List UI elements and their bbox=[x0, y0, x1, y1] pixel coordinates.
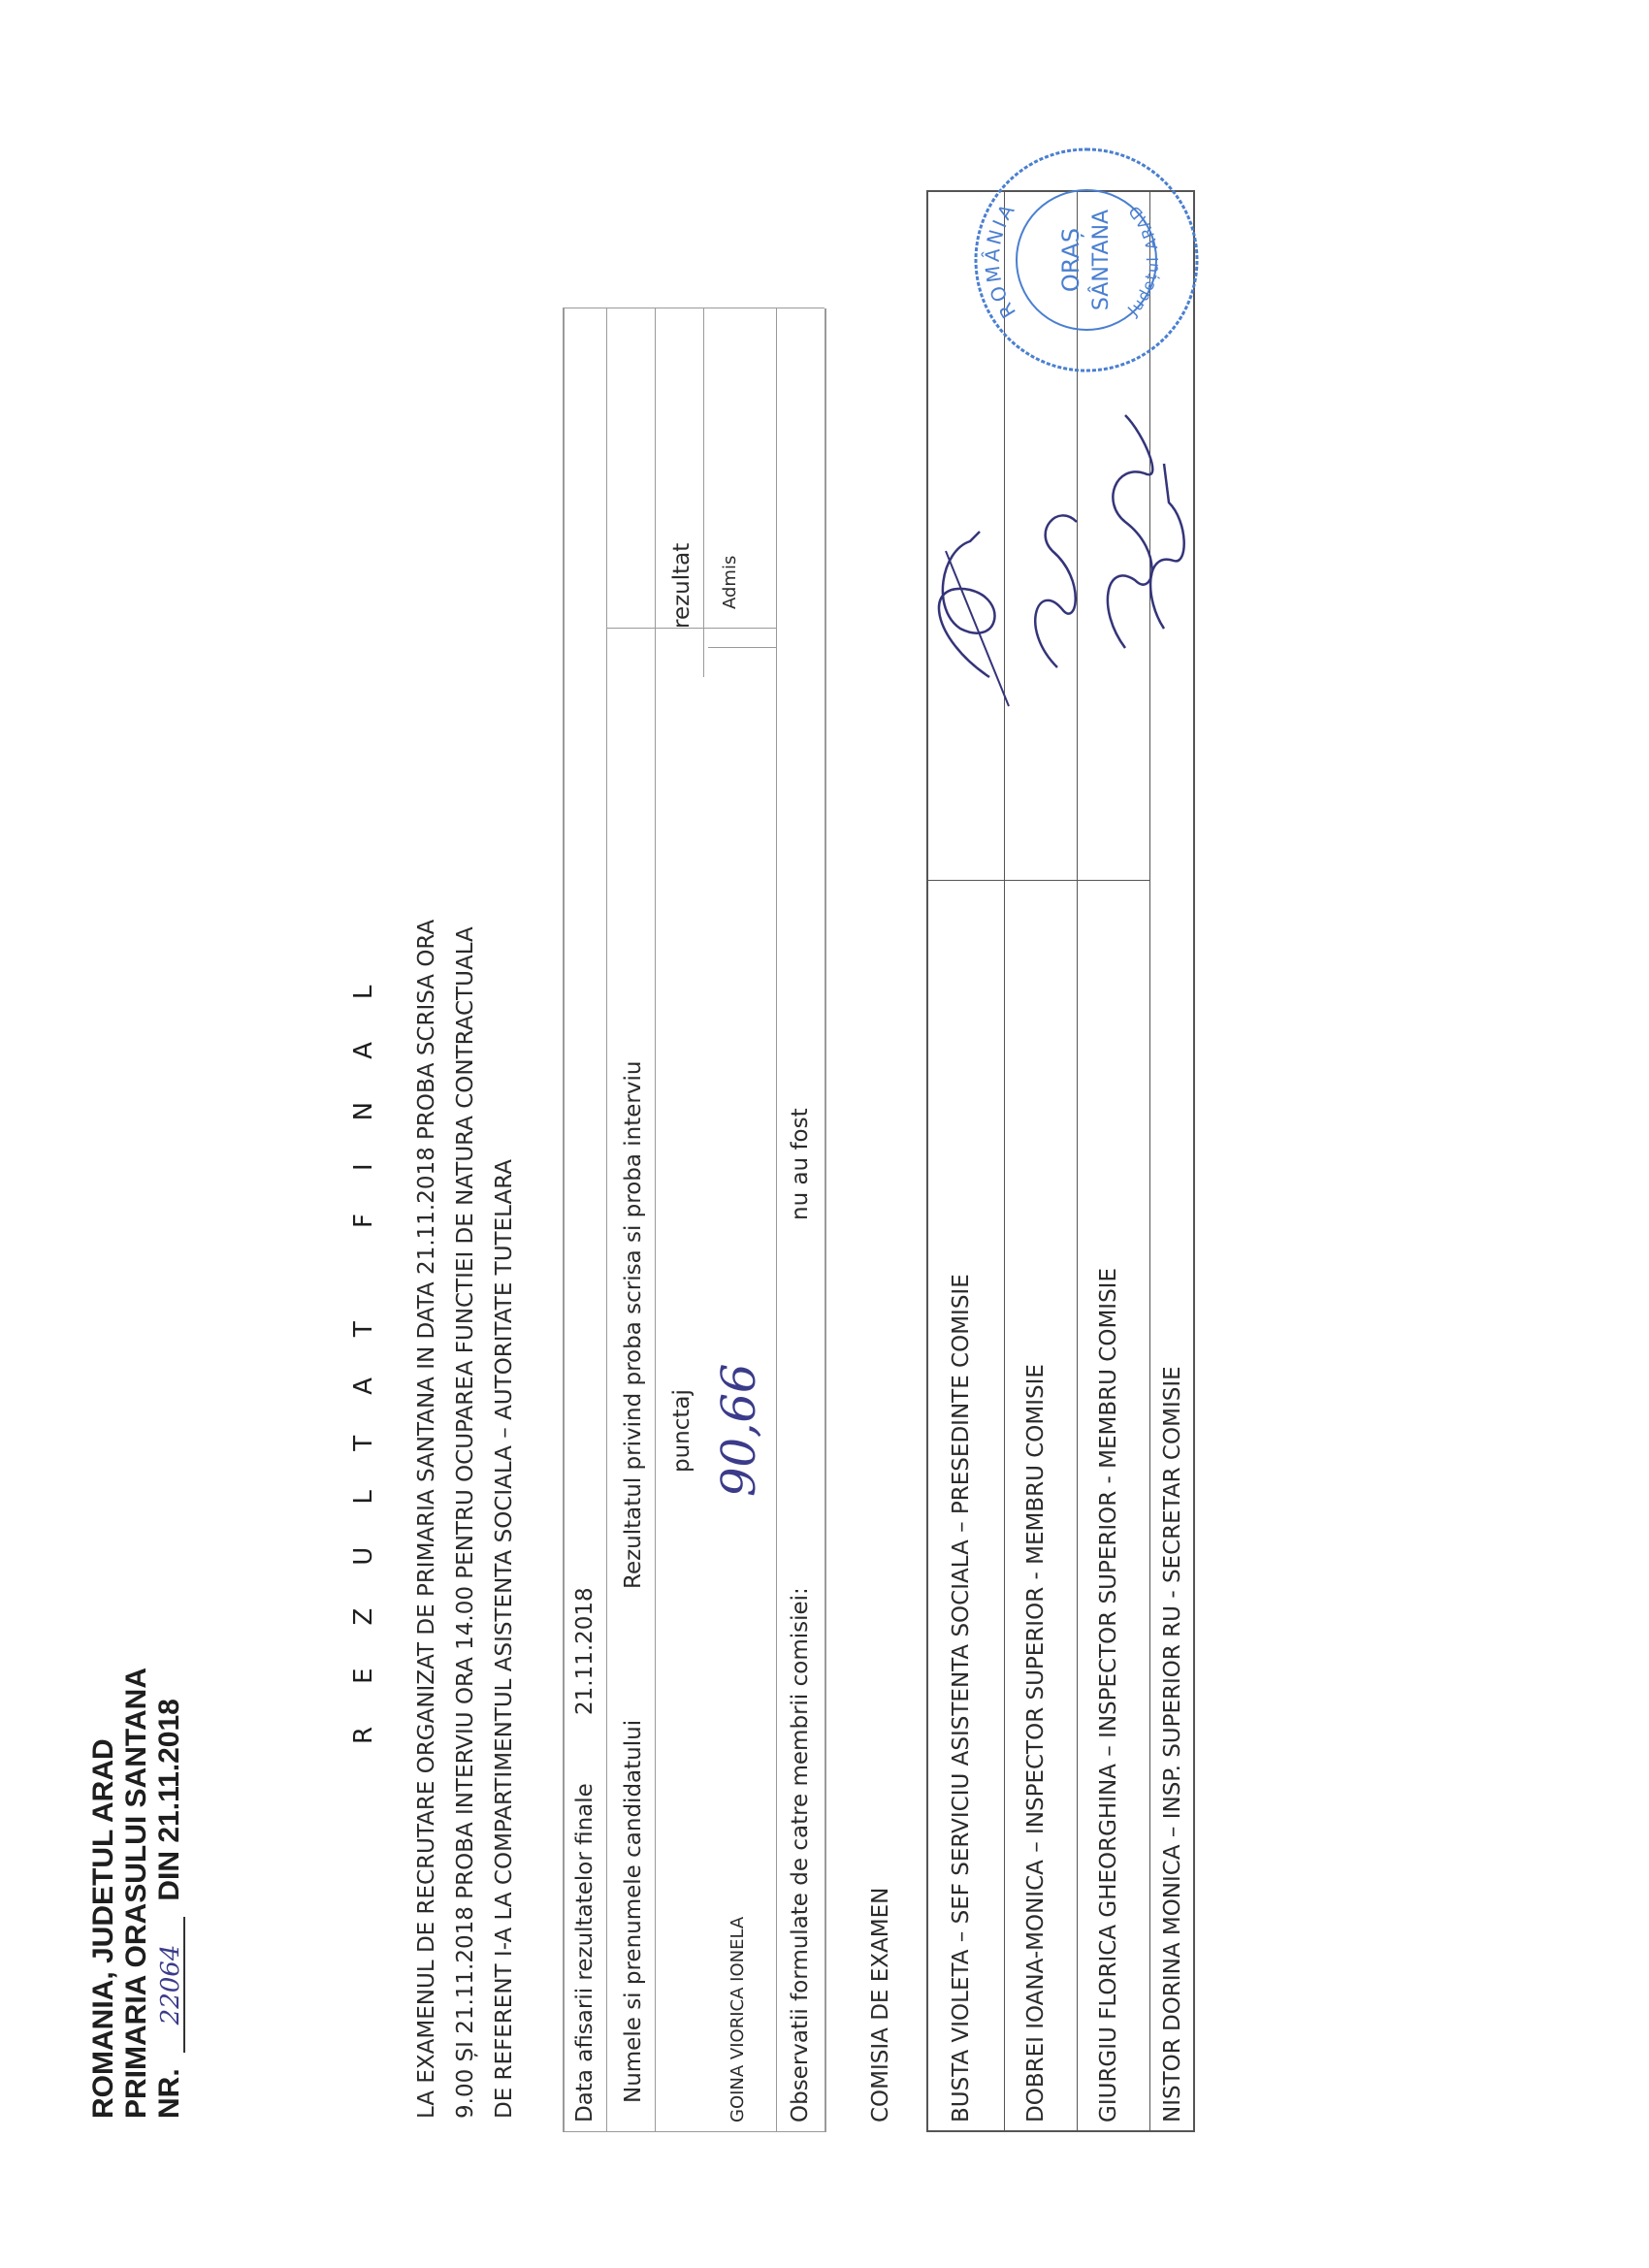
registration-date: DIN 21.11.2018 bbox=[153, 1699, 185, 1901]
svg-text:Județul ARAD bbox=[1123, 201, 1162, 320]
signature-2 bbox=[1035, 515, 1077, 667]
date-label: Data afisarii rezultatelor finale bbox=[572, 1783, 598, 2122]
candidate-score: 90,66 bbox=[712, 1363, 766, 1497]
registration-number: 22064 bbox=[158, 1917, 185, 2053]
stamp-center-line-2: SÂNTANA bbox=[1089, 209, 1114, 311]
page-title: REZULTAT FINAL bbox=[349, 942, 378, 1744]
candidate-name: GOINA VIORICA IONELA bbox=[728, 1916, 748, 2122]
subheader-result: rezultat bbox=[669, 542, 695, 629]
column-header-name: Numele si prenumele candidatului bbox=[621, 1719, 646, 2103]
commission-member-1: BUSTA VIOLETA – SEF SERVICIU ASISTENTA SOCIALA – PRESEDINTE COMISIE bbox=[949, 1274, 974, 2122]
signature-4 bbox=[1150, 464, 1184, 629]
intro-line-3: DE REFERENT I-A LA COMPARTIMENTUL ASISTENTA SOCIALA – AUTORITATE TUTELARA bbox=[492, 1159, 517, 2119]
commission-member-4: NISTOR DORINA MONICA – INSP. SUPERIOR RU - SECRETAR COMISIE bbox=[1160, 1366, 1185, 2122]
stamp-top-text: ROMÂNIA bbox=[980, 197, 1021, 323]
commission-member-2: DOBREI IOANA-MONICA – INSPECTOR SUPERIOR - MEMBRU COMISIE bbox=[1023, 1364, 1049, 2122]
official-stamp bbox=[970, 144, 1203, 376]
registration-number-label: NR. bbox=[153, 2068, 185, 2119]
candidate-result: Admis bbox=[720, 555, 740, 609]
subheader-score: punctaj bbox=[669, 1389, 695, 1473]
date-value: 21.11.2018 bbox=[572, 1587, 598, 1715]
intro-line-1: LA EXAMENUL DE RECRUTARE ORGANIZAT DE PRIMARIA SANTANA IN DATA 21.11.2018 PROBA SCRISA ORA bbox=[414, 919, 439, 2119]
intro-line-2: 9.00 ȘI 21.11.2018 PROBA INTERVIU ORA 14.00 PENTRU OCUPAREA FUNCTIEI DE NATURA CONTRACTUALA bbox=[453, 926, 478, 2119]
stamp-center-line-1: ORAȘ bbox=[1057, 227, 1084, 293]
header-country-county: ROMANIA, JUDETUL ARAD bbox=[87, 1738, 119, 2119]
commission-title: COMISIA DE EXAMEN bbox=[868, 1887, 893, 2122]
column-header-result: Rezultatul privind proba scrisa si proba interviu bbox=[621, 1060, 646, 1589]
commission-member-3: GIURGIU FLORICA GHEORGHINA – INSPECTOR SUPERIOR - MEMBRU COMISIE bbox=[1096, 1268, 1121, 2122]
signature-1-stroke bbox=[946, 551, 1009, 706]
header-registration bbox=[155, 1699, 185, 2119]
header-institution: PRIMARIA ORASULUI SANTANA bbox=[120, 1668, 152, 2119]
observations-label: Observatii formulate de catre membrii comisiei: bbox=[788, 1587, 813, 2122]
observations-value: nu au fost bbox=[788, 1108, 813, 1220]
stamp-bottom-text: Județul ARAD bbox=[1123, 200, 1163, 320]
signature-3 bbox=[1108, 415, 1152, 648]
